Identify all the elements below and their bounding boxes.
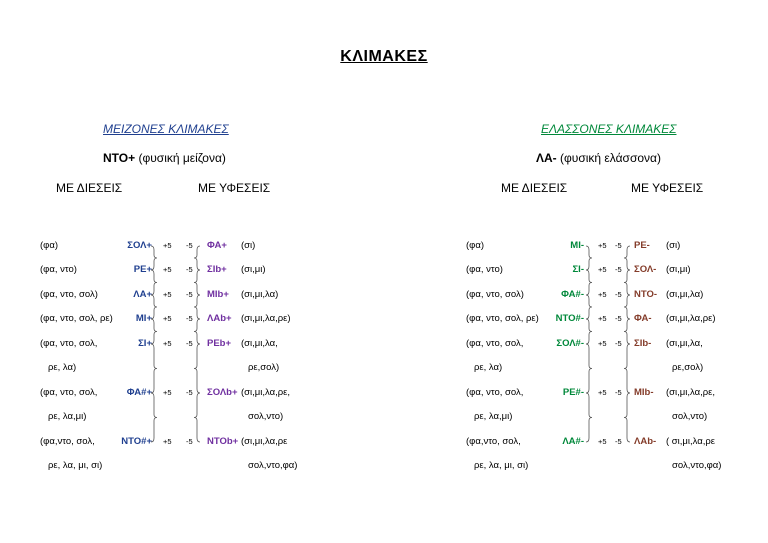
major-sharp-key: ΣΙ+ bbox=[138, 338, 152, 349]
minor-flat-accidentals: (σι,μι,λα,ρε, bbox=[666, 387, 716, 398]
interval-down: -5 bbox=[186, 388, 193, 397]
major-flat-brace bbox=[194, 295, 200, 319]
major-sharp-key: ΛΑ+ bbox=[133, 289, 152, 300]
minor-flat-key: ΣΟΛ- bbox=[634, 264, 657, 275]
major-sharp-accidentals-cont: ρε, λα, μι, σι) bbox=[48, 460, 103, 471]
interval-down: -5 bbox=[615, 388, 622, 397]
minor-flat-key: ΜΙb- bbox=[634, 387, 654, 398]
major-flat-accidentals-cont: σολ,ντο) bbox=[248, 411, 284, 422]
interval-up: +5 bbox=[598, 314, 607, 323]
interval-up: +5 bbox=[163, 388, 172, 397]
major-flat-accidentals: (σι,μι,λα,ρε bbox=[241, 436, 288, 447]
major-flat-brace bbox=[194, 344, 200, 393]
interval-up: +5 bbox=[163, 314, 172, 323]
major-col-flats: ΜΕ ΥΦΕΣΕΙΣ bbox=[198, 181, 271, 195]
minor-sharp-accidentals: (φα, ντο, σολ, bbox=[466, 387, 524, 398]
minor-flat-key: ΣΙb- bbox=[634, 338, 652, 349]
major-sharp-key: ΡΕ+ bbox=[133, 264, 152, 275]
major-flat-accidentals-cont: σολ,ντο,φα) bbox=[248, 460, 298, 471]
major-sharp-accidentals: (φα) bbox=[40, 240, 58, 251]
minor-sharp-accidentals: (φα) bbox=[466, 240, 484, 251]
major-heading: ΜΕΙΖΟΝΕΣ ΚΛΙΜΑΚΕΣ bbox=[103, 122, 229, 136]
minor-flat-key: ΝΤΟ- bbox=[634, 289, 658, 300]
minor-sharp-key: ΣΙ- bbox=[572, 264, 584, 275]
minor-sharp-brace bbox=[586, 295, 592, 319]
interval-down: -5 bbox=[615, 241, 622, 250]
minor-flat-brace bbox=[624, 295, 630, 319]
interval-down: -5 bbox=[615, 265, 622, 274]
major-subtitle-rest: (φυσική μείζονα) bbox=[135, 151, 226, 165]
minor-sharp-key: ΦΑ#- bbox=[561, 289, 584, 300]
minor-sharp-key: ΣΟΛ#- bbox=[556, 338, 584, 349]
minor-sharp-accidentals: (φα, ντο) bbox=[466, 264, 503, 275]
interval-down: -5 bbox=[186, 265, 193, 274]
major-flat-key: ΛΑb+ bbox=[207, 313, 232, 324]
major-flat-key: ΣΟΛb+ bbox=[207, 387, 238, 398]
major-sharp-accidentals: (φα, ντο, σολ, ρε) bbox=[40, 313, 113, 324]
minor-flat-accidentals-cont: ρε,σολ) bbox=[672, 362, 704, 373]
major-flat-accidentals: (σι,μι,λα) bbox=[241, 289, 279, 300]
major-sharp-key: ΦΑ#+ bbox=[126, 387, 152, 398]
minor-flat-accidentals-cont: σολ,ντο,φα) bbox=[672, 460, 722, 471]
major-sharp-key: ΝΤΟ#+ bbox=[121, 436, 152, 447]
major-flat-key: ΦΑ+ bbox=[207, 240, 227, 251]
major-flat-brace bbox=[194, 393, 200, 442]
major-sharp-brace bbox=[151, 344, 157, 393]
major-sharp-accidentals-cont: ρε, λα,μι) bbox=[48, 411, 87, 422]
interval-up: +5 bbox=[163, 339, 172, 348]
minor-flat-key: ΛΑb- bbox=[634, 436, 657, 447]
minor-flat-accidentals: (σι) bbox=[666, 240, 681, 251]
minor-flat-accidentals: (σι,μι) bbox=[666, 264, 691, 275]
minor-sharp-key: ΛΑ#- bbox=[562, 436, 584, 447]
major-flat-accidentals: (σι,μι) bbox=[241, 264, 266, 275]
minor-col-flats: ΜΕ ΥΦΕΣΕΙΣ bbox=[631, 181, 704, 195]
minor-flat-accidentals-cont: σολ,ντο) bbox=[672, 411, 708, 422]
interval-up: +5 bbox=[163, 290, 172, 299]
major-sharp-accidentals: (φα, ντο, σολ) bbox=[40, 289, 98, 300]
minor-heading: ΕΛΑΣΣΟΝΕΣ ΚΛΙΜΑΚΕΣ bbox=[541, 122, 677, 136]
minor-flat-key: ΦΑ- bbox=[634, 313, 652, 324]
interval-down: -5 bbox=[186, 437, 193, 446]
interval-down: -5 bbox=[186, 241, 193, 250]
major-subtitle-key: ΝΤΟ+ bbox=[103, 151, 136, 165]
interval-down: -5 bbox=[615, 437, 622, 446]
minor-flat-accidentals: (σι,μι,λα, bbox=[666, 338, 703, 349]
major-flat-key: ΜΙb+ bbox=[207, 289, 229, 300]
minor-sharp-brace bbox=[586, 319, 592, 344]
minor-flat-accidentals: (σι,μι,λα,ρε) bbox=[666, 313, 716, 324]
interval-up: +5 bbox=[163, 265, 172, 274]
minor-sharp-accidentals: (φα, ντο, σολ, ρε) bbox=[466, 313, 539, 324]
major-sharp-key: ΣΟΛ+ bbox=[127, 240, 152, 251]
interval-up: +5 bbox=[598, 290, 607, 299]
interval-up: +5 bbox=[598, 265, 607, 274]
minor-flat-brace bbox=[624, 246, 630, 270]
minor-subtitle-rest: (φυσική ελάσσονα) bbox=[556, 151, 661, 165]
major-col-sharps: ΜΕ ΔΙΕΣΕΙΣ bbox=[56, 181, 123, 195]
major-flat-key: ΡΕb+ bbox=[207, 338, 232, 349]
minor-subtitle-key: ΛΑ- bbox=[536, 151, 557, 165]
minor-flat-brace bbox=[624, 319, 630, 344]
interval-down: -5 bbox=[615, 290, 622, 299]
minor-sharp-accidentals-cont: ρε, λα) bbox=[474, 362, 503, 373]
minor-sharp-accidentals: (φα, ντο, σολ) bbox=[466, 289, 524, 300]
interval-down: -5 bbox=[615, 339, 622, 348]
major-sharp-accidentals: (φα, ντο, σολ, bbox=[40, 338, 98, 349]
major-sharp-accidentals: (φα,ντο, σολ, bbox=[40, 436, 95, 447]
major-flat-brace bbox=[194, 319, 200, 344]
minor-flat-key: ΡΕ- bbox=[634, 240, 650, 251]
major-sharp-brace bbox=[151, 393, 157, 442]
major-flat-brace bbox=[194, 270, 200, 295]
minor-col-sharps: ΜΕ ΔΙΕΣΕΙΣ bbox=[501, 181, 568, 195]
interval-up: +5 bbox=[598, 339, 607, 348]
minor-sharp-accidentals-cont: ρε, λα, μι, σι) bbox=[474, 460, 529, 471]
minor-flat-brace bbox=[624, 393, 630, 442]
minor-sharp-key: ΜΙ- bbox=[570, 240, 584, 251]
minor-flat-brace bbox=[624, 344, 630, 393]
interval-up: +5 bbox=[598, 241, 607, 250]
minor-flat-brace bbox=[624, 270, 630, 295]
major-sharp-key: ΜΙ+ bbox=[135, 313, 152, 324]
minor-sharp-accidentals: (φα, ντο, σολ, bbox=[466, 338, 524, 349]
interval-up: +5 bbox=[598, 388, 607, 397]
major-flat-brace bbox=[194, 246, 200, 270]
interval-down: -5 bbox=[186, 314, 193, 323]
major-flat-accidentals-cont: ρε,σολ) bbox=[248, 362, 280, 373]
minor-sharp-brace bbox=[586, 246, 592, 270]
page-title: ΚΛΙΜΑΚΕΣ bbox=[340, 48, 428, 65]
interval-up: +5 bbox=[163, 437, 172, 446]
minor-flat-accidentals: ( σι,μι,λα,ρε bbox=[666, 436, 716, 447]
minor-sharp-brace bbox=[586, 393, 592, 442]
major-sharp-accidentals: (φα, ντο) bbox=[40, 264, 77, 275]
major-flat-accidentals: (σι) bbox=[241, 240, 256, 251]
minor-sharp-accidentals-cont: ρε, λα,μι) bbox=[474, 411, 513, 422]
minor-sharp-key: ΡΕ#- bbox=[562, 387, 584, 398]
minor-sharp-accidentals: (φα,ντο, σολ, bbox=[466, 436, 521, 447]
major-flat-key: ΣΙb+ bbox=[207, 264, 227, 275]
major-flat-accidentals: (σι,μι,λα,ρε, bbox=[241, 387, 291, 398]
major-sharp-accidentals: (φα, ντο, σολ, bbox=[40, 387, 98, 398]
interval-up: +5 bbox=[598, 437, 607, 446]
major-flat-key: ΝΤΟb+ bbox=[207, 436, 239, 447]
interval-down: -5 bbox=[615, 314, 622, 323]
minor-sharp-key: ΝΤΟ#- bbox=[555, 313, 584, 324]
interval-up: +5 bbox=[163, 241, 172, 250]
minor-sharp-brace bbox=[586, 270, 592, 295]
interval-down: -5 bbox=[186, 290, 193, 299]
major-flat-accidentals: (σι,μι,λα,ρε) bbox=[241, 313, 291, 324]
major-flat-accidentals: (σι,μι,λα, bbox=[241, 338, 278, 349]
interval-down: -5 bbox=[186, 339, 193, 348]
major-sharp-accidentals-cont: ρε, λα) bbox=[48, 362, 77, 373]
minor-sharp-brace bbox=[586, 344, 592, 393]
minor-flat-accidentals: (σι,μι,λα) bbox=[666, 289, 704, 300]
